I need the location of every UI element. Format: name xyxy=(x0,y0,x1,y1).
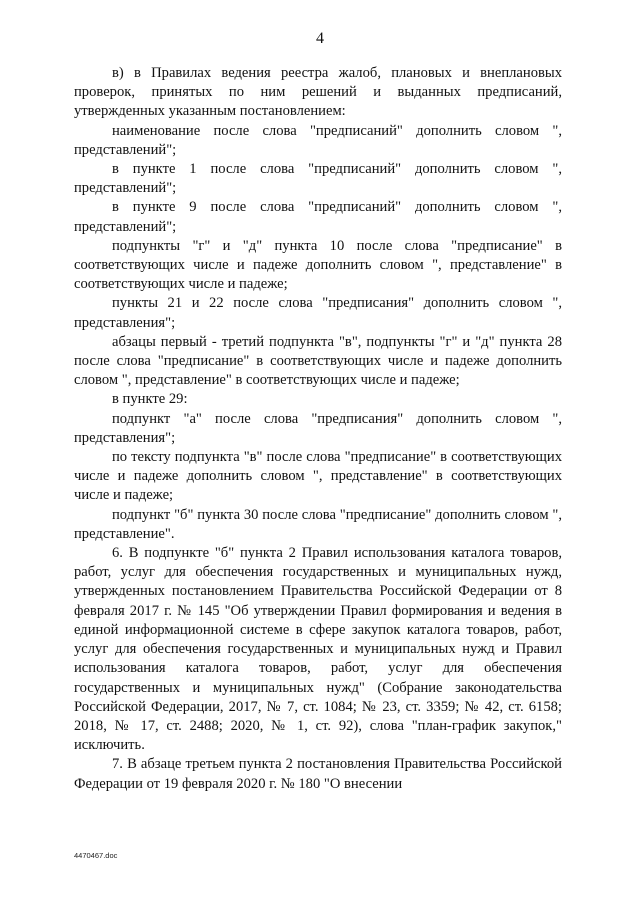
paragraph: в пункте 9 после слова "предписаний" дополнить словом ", представлений"; xyxy=(74,199,562,235)
paragraph: по тексту подпункта "в" после слова "предписание" в соответствующих числе и падеже дополнить словом ", представление" в соответствующих числе и падеже; xyxy=(74,449,562,504)
paragraph: подпункты "г" и "д" пункта 10 после слова "предписание" в соответствующих числе и падеже дополнить словом ", представление" в соответствующих числе и падеже; xyxy=(74,237,562,293)
paragraph: подпункт "б" пункта 30 после слова "предписание" дополнить словом ", представление". xyxy=(74,506,562,542)
document-body xyxy=(74,64,562,794)
paragraph: 7. В абзаце третьем пункта 2 постановления Правительства Российской Федерации от 19 февраля 2020 г. № 180 "О внесении xyxy=(74,756,562,792)
document-code: 4470467.doc xyxy=(74,851,118,860)
paragraph: подпункт "а" после слова "предписания" дополнить словом ", представления"; xyxy=(74,410,562,446)
page-number: 4 xyxy=(316,30,324,47)
paragraph: наименование после слова "предписаний" дополнить словом ", представлений"; xyxy=(74,122,562,158)
paragraph: 6. В подпункте "б" пункта 2 Правил использования каталога товаров, работ, услуг для обеспечения государственных и муниципальных нужд, утвержденных постановлением Правительства Российской Федерации от 8 февраля 2017 г. № 145 "Об утверждении Правил формирования и ведения в единой информационной системе в сфере закупок каталога товаров, работ, услуг для обеспечения государственных и муниципальных нужд и Правил использования каталога товаров, работ, услуг для обеспечения государственных и муниципальных нужд" (Собрание законодательства Российской Федерации, 2017, № 7, ст. 1084; № 23, ст. 3359; № 42, ст. 6158; 2018, № 17, ст. 2488; 2020, № 1, ст. 92), слова "план-график закупок," исключить. xyxy=(74,545,562,754)
paragraph: в пункте 29: xyxy=(112,391,188,408)
paragraph: пункты 21 и 22 после слова "предписания" дополнить словом ", представления"; xyxy=(74,295,562,331)
paragraph: в) в Правилах ведения реестра жалоб, плановых и внеплановых проверок, принятых по ним решений и выданных предписаний, утвержденных указанным постановлением: xyxy=(74,65,562,120)
paragraph: абзацы первый - третий подпункта "в", подпункты "г" и "д" пункта 28 после слова "предписание" в соответствующих числе и падеже дополнить словом ", представление" в соответствующих числе и падеже; xyxy=(74,333,562,389)
paragraph: в пункте 1 после слова "предписаний" дополнить словом ", представлений"; xyxy=(74,161,562,197)
